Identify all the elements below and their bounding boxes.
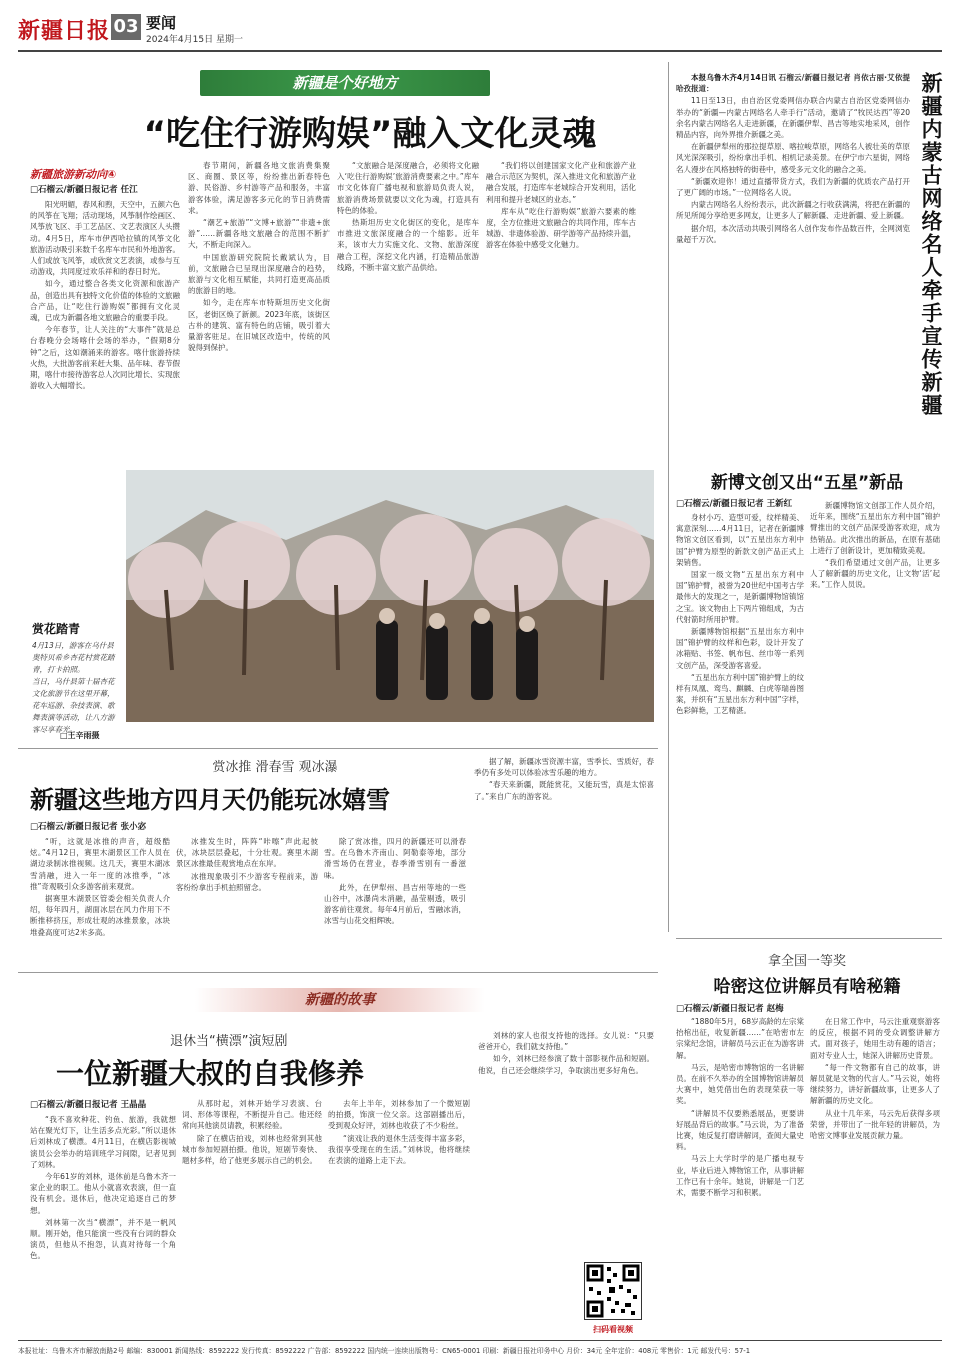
- story6-para: 从那时起，刘林开始学习表演、台词、形体等课程，不断提升自己。他还经常向其他演员请教，积累经验。: [182, 1099, 322, 1131]
- story5-para: 在日常工作中，马云注重观察游客的反应，根据不同的受众调整讲解方式。面对孩子，她用生动有趣的语言；面对专业人士，她深入讲解历史背景。: [810, 1017, 940, 1060]
- story2-para: 据介绍，本次活动共吸引网络名人创作发布作品数百件，全网浏览量超千万次。: [676, 223, 910, 244]
- story2-reporter: 石榴云/新疆日报记者 肖依古丽·艾依提哈孜报道：: [676, 73, 910, 94]
- story3-para: 身材小巧、造型可爱，纹样精美、寓意深刻……4月11日，记者在新疆博物馆文创区看到，以“五星出东方利中国”护臂为原型的新款文创产品正式上架销售。: [676, 513, 804, 567]
- story4-headline: 新疆这些地方四月天仍能玩冰嬉雪: [30, 786, 390, 814]
- story4-para: 据了解，新疆冰雪资源丰富，雪季长、雪质好，春季仍有多处可以体验冰雪乐趣的地方。: [474, 757, 654, 778]
- story5-para: 马云，是哈密市博物馆的一名讲解员。在前不久举办的全国博物馆讲解员大赛中，她凭借出色的表现荣获一等奖。: [676, 1062, 804, 1106]
- blossom-photo-illustration: [126, 470, 654, 722]
- story5-col1: [676, 1016, 804, 1336]
- story1-para: 如今，走在库车市特斯坦历史文化街区，老街区焕了新颜。2023年底，该街区古朴的建筑、富有特色的店铺，吸引着大量游客驻足。在旧城区改造中，传统的风貌得到保护。: [188, 298, 330, 353]
- story6-ribbon: [195, 988, 485, 1012]
- story2-body: [676, 72, 910, 464]
- story2-dateline: 本报乌鲁木齐4月14日讯: [691, 73, 777, 82]
- divider: [18, 748, 658, 749]
- story1-para: 阳光明媚，春风和煦，天空中，五颜六色的风筝在飞翔；活动现场，风筝制作绘画区、风筝放飞区、手工艺品区、文艺表演区人头攒动。4月5日，库车市伊西哈拉镇的风筝文化旅游活动吸引来数千名库车市民和外地游客。人们或放飞风筝，或欣赏文艺表演，或参与互动游戏，共同度过欢乐祥和的春日时光。: [30, 200, 180, 277]
- story6-para: 如今，刘林已经参演了数十部影视作品和短剧。他说，自己还会继续学习，争取演出更多好角色。: [478, 1054, 654, 1075]
- story3-col1: [676, 512, 804, 932]
- story1-para: 热斯坦历史文化街区的变化，是库车市推进文旅深度融合的一个缩影。近年来，该市大力实施文化、文物、旅游深度融合工程，深挖文化内涵，打造精品旅游线路，不断丰富文旅产品供给。: [337, 218, 479, 272]
- masthead-logo: 新疆日报: [18, 18, 111, 44]
- story3-byline: □石榴云/新疆日报记者 王新红: [676, 499, 793, 509]
- footer-info: 本报社址：乌鲁木齐市解放南路2号 邮编：830001 新闻热线：8592222 发行传真：8592222 广告部：8592222 国内统一连续出版物号：CN65-0001 印刷：新疆日报社印务中心 月价：34元 全年定价：408元 零售价：1元 邮发代号：57-1: [18, 1347, 751, 1355]
- story1-headline: “吃住行游购娱”融入文化灵魂: [143, 114, 597, 154]
- story4-para: 冰推现象吸引不少游客专程前来，游客纷纷拿出手机拍照留念。: [176, 871, 318, 892]
- story3-para: “五星出东方利中国”锦护臂上的纹样有凤凰、鸾鸟、麒麟、白虎等瑞兽图案，并织有“五星出东方利中国”字样，色彩鲜艳，工艺精湛。: [676, 672, 804, 716]
- story3-para: 新疆博物馆根据“五星出东方利中国”锦护臂的纹样和色彩，设计开发了冰箱贴、书签、帆布包、丝巾等一系列文创产品，深受游客喜爱。: [676, 627, 804, 670]
- story5-para: “每一件文物都有自己的故事，讲解员就是文物的代言人。”马云说，她将继续努力，讲好新疆故事，让更多人了解新疆的历史文化。: [810, 1062, 940, 1106]
- story3-para: 国家一级文物“五星出东方利中国”锦护臂，被誉为20世纪中国考古学最伟大的发现之一，是新疆博物馆镇馆之宝。该文物由上下两片锦组成，为古代射箭时所用护臂。: [676, 570, 804, 624]
- divider: [18, 972, 658, 973]
- story3-headline: 新博文创又出“五星”新品: [710, 473, 904, 493]
- story4-col2: [176, 836, 318, 966]
- qr-code-icon: [585, 1263, 641, 1319]
- story5-byline: □石榴云/新疆日报记者 赵梅: [676, 1004, 784, 1014]
- story1-byline: □石榴云/新疆日报记者 任江: [30, 185, 138, 195]
- story4-col4: [474, 756, 654, 966]
- story4-para: 此外，在伊犁州、昌吉州等地的一些山谷中，冰瀑尚未消融，晶莹剔透，吸引游客前往观赏。每年4月前后，雪融冰消，冰雪与山花交相辉映。: [324, 882, 466, 926]
- story5-para: “1880年5月，68岁高龄的左宗棠抬棺出征，收复新疆……”在哈密市左宗棠纪念馆，讲解员马云正在为游客讲解。: [676, 1017, 804, 1060]
- story1-ribbon-text: 新疆是个好地方: [292, 74, 398, 92]
- blossom-photo: [126, 470, 654, 722]
- story5-para: 从业十几年来，马云先后获得多项荣誉，并带出了一批年轻的讲解员，为哈密文博事业发展贡献力量。: [810, 1108, 940, 1141]
- masthead: [18, 10, 942, 48]
- story5-para: 马云上大学时学的是广播电视专业，毕业后进入博物馆工作，从事讲解工作已有十余年。她说，讲解是一门艺术，需要不断学习和积累。: [676, 1154, 804, 1198]
- section-title: 要闻: [146, 14, 177, 32]
- story2-para: 11日至13日，由自治区党委网信办联合内蒙古自治区党委网信办举办的“新疆—内蒙古网络名人牵手行”活动，邀请了“牧民达西”等20余名内蒙古网络名人走进新疆，在新疆伊犁、昌吉等地实地采风，创作精品内容，向外界推介新疆之美。: [676, 96, 910, 140]
- story5-headline: 哈密这位讲解员有啥秘籍: [713, 977, 901, 997]
- divider: [668, 62, 669, 932]
- qr-label: 扫码看视频: [593, 1325, 633, 1334]
- story4-col1: [30, 836, 170, 966]
- story6-ribbon-text: 新疆的故事: [305, 992, 375, 1008]
- story4-byline: □石榴云/新疆日报记者 张小宓: [30, 822, 147, 832]
- story3-col2: [810, 500, 940, 932]
- story6-byline: □石榴云/新疆日报记者 王晶晶: [30, 1100, 147, 1110]
- story1-col4: [486, 160, 636, 464]
- story2-para: 内蒙古网络名人纷纷表示，此次新疆之行收获满满，将把在新疆的所见所闻分享给更多网友，让更多人了解新疆、走进新疆、爱上新疆。: [676, 200, 910, 221]
- footer-rule: [18, 1340, 942, 1341]
- story2-para: “新疆欢迎你！通过直播带货方式，我们为新疆的优质农产品打开了更广阔的市场。”一位网络名人说。: [676, 176, 910, 198]
- story4-kicker: 赏冰推 滑春雪 观冰瀑: [212, 760, 338, 775]
- story3-para: 新疆博物馆文创部工作人员介绍，近年来，围绕“五星出东方利中国”锦护臂推出的文创产品深受游客欢迎，成为热销品。此次推出的新品，在原有基础上进行了创新设计，更加精致美观。: [810, 501, 940, 555]
- story6-headline: 一位新疆大叔的自我修养: [56, 1057, 365, 1090]
- story4-para: 除了赏冰推，四月的新疆还可以滑春雪。在乌鲁木齐南山、阿勒泰等地，部分滑雪场仍在营业，春季滑雪别有一番滋味。: [324, 837, 466, 880]
- story4-para: “春天来新疆，既能赏花，又能玩雪，真是太惊喜了。”来自广东的游客说。: [474, 780, 654, 801]
- story1-para: “我们将以创建国家文化产业和旅游产业融合示范区为契机，深入推进文化和旅游产业融合发展，打造库车老城综合开发利用，活化利用和提升老城区的业态。”: [486, 161, 636, 204]
- qr-code[interactable]: [584, 1262, 642, 1320]
- story1-col1: [30, 199, 180, 464]
- story5-para: “讲解员不仅要熟悉展品，更要讲好展品背后的故事。”马云说，为了准备比赛，她反复打磨讲解词，查阅大量史料。: [676, 1108, 804, 1152]
- story5-col2: [810, 1016, 940, 1336]
- story2-para: 在新疆伊犁州的那拉提草原、喀拉峻草原，网络名人被壮美的草原风光深深吸引，纷纷拿出手机、相机记录美景。在伊宁市六星街，网络名人漫步在风格独特的街巷中，感受多元文化的融合之美。: [676, 142, 910, 174]
- story1-para: “潮艺+旅游”“文博+旅游”“非遗+旅游”……新疆各地文旅融合的范围不断扩大，不断走向深入。: [188, 218, 330, 250]
- photo1-title: 赏花踏青: [32, 622, 81, 636]
- story4-para: 据赛里木湖景区管委会相关负责人介绍，每年四月，湖面冰层在风力作用下不断推移挤压，形成壮观的冰推景象，冰块堆叠高度可达2米多高。: [30, 894, 170, 937]
- story1-para: 春节期间，新疆各地文旅消费集聚区、商圈、景区等，纷纷推出新春特色游、民俗游、乡村游等产品和服务，丰富游客体验，满足游客多元化的节日消费需求。: [188, 161, 330, 215]
- story6-para: 刘林的家人也很支持他的选择。女儿说：“只要爸爸开心，我们就支持他。”: [478, 1031, 654, 1052]
- story1-ribbon: [200, 70, 490, 96]
- story6-col1: [30, 1114, 176, 1334]
- story1-para: 如今，通过整合各类文化资源和旅游产品，创造出具有独特文化价值的体验的文旅融合产品，让“吃住行游购娱”都拥有文化灵魂，已成为新疆各地文旅融合的重要手段。: [30, 279, 180, 323]
- story1-para: 今年春节，让人关注的“大事件”就是总台春晚分会场喀什会场的举办，“假期8分钟”之后，这如潮涌来的游客。喀什旅游持续火热，大批游客前来赶大集、品年味、春节假期，喀什市接待游客总人次同比增长、实现旅游收入大幅增长。: [30, 325, 180, 391]
- story1-para: 库车从“吃住行游购娱”旅游六要素的维度，全方位推进文旅融合的共同作用，库车古城游、非遗体验游、研学游等产品持续升温，游客在体验中感受文化魅力。: [486, 206, 636, 250]
- story6-para: 今年61岁的刘林，退休前是乌鲁木齐一家企业的职工。他从小就喜欢表演，但一直没有机会。退休后，他决定追逐自己的梦想。: [30, 1172, 176, 1215]
- photo1-caption: 4月13日，游客在乌什县奥特贝希乡杏花村赏花踏青，打卡拍照。 当日，乌什县第十届杏花文化旅游节在这里开幕，花车巡游、杂技表演、歌舞表演等活动，让八方游客尽享春光。: [32, 641, 115, 734]
- masthead-rule: [18, 50, 942, 52]
- divider: [676, 938, 942, 939]
- story6-kicker: 退休当“横漂”演短剧: [170, 1034, 288, 1049]
- story6-para: “演戏让我的退休生活变得丰富多彩，我很享受现在的生活。”刘林说，他将继续在表演的道路上走下去。: [328, 1133, 470, 1166]
- story6-col4: [478, 1030, 654, 1260]
- story3-para: “我们希望通过文创产品，让更多人了解新疆的历史文化，让文物‘活’起来。”工作人员说。: [810, 558, 940, 590]
- issue-date: 2024年4月15日 星期一: [146, 35, 243, 45]
- story4-para: 冰推发生时，阵阵“咔嚓”声此起彼伏，冰块层层叠起，十分壮观。赛里木湖景区冰推最佳观赏地点在东岸。: [176, 837, 318, 869]
- story6-para: 去年上半年，刘林参加了一个微短剧的拍摄，饰演一位父亲。这部剧播出后，受到观众好评，刘林也收获了不少粉丝。: [328, 1099, 470, 1131]
- page-number: 03: [111, 14, 141, 40]
- story1-col2: [188, 160, 330, 464]
- story4-para: “听，这就是冰推的声音，超级酷炫。”4月12日，赛里木湖景区工作人员在湖边录制冰推视频。这几天，赛里木湖冰雪消融，进入一年一度的冰推季，“冰推”奇观吸引众多游客前来观赏。: [30, 837, 170, 891]
- story1-col3: [337, 160, 479, 464]
- story6-para: 刘林第一次当“横漂”，并不是一帆风顺。刚开始，他只能演一些没有台词的群众演员，但他从不抱怨，认真对待每一个角色。: [30, 1217, 176, 1261]
- story6-col3: [328, 1098, 470, 1334]
- story6-para: 除了在横店拍戏，刘林也经常到其他城市参加短剧拍摄。他说，短剧节奏快、题材多样，给了他更多展示自己的机会。: [182, 1133, 322, 1166]
- story1-series-tag: 新疆旅游新动向④: [30, 168, 117, 181]
- story4-col3: [324, 836, 466, 966]
- story5-kicker: 拿全国一等奖: [767, 954, 846, 969]
- photo1-credit: □王辛雨摄: [60, 731, 100, 740]
- story2-vertical-headline: 新疆内蒙古网络名人牵手宣传新疆: [919, 72, 943, 417]
- story1-para: “文旅融合是深度融合，必须将文化融入‘吃住行游购娱’旅游消费要素之中。”库车市文化体育广播电视和旅游局负责人说，旅游消费场景就要以文化为魂，打造具有特色的体验。: [337, 161, 479, 215]
- story6-col2: [182, 1098, 322, 1334]
- story6-para: “我不喜欢种花、钓鱼、旅游，我就想站在聚光灯下，让生活多点光彩。”所以退休后刘林成了横漂。4月11日，在横店影视城演员公会举办的培训班学习间隙，记者见到了刘林。: [30, 1115, 176, 1169]
- story1-para: 中国旅游研究院院长戴斌认为，目前，文旅融合已呈现出深度融合的趋势，旅游与文化相互赋能，共同打造更高品质的旅游目的地。: [188, 252, 330, 296]
